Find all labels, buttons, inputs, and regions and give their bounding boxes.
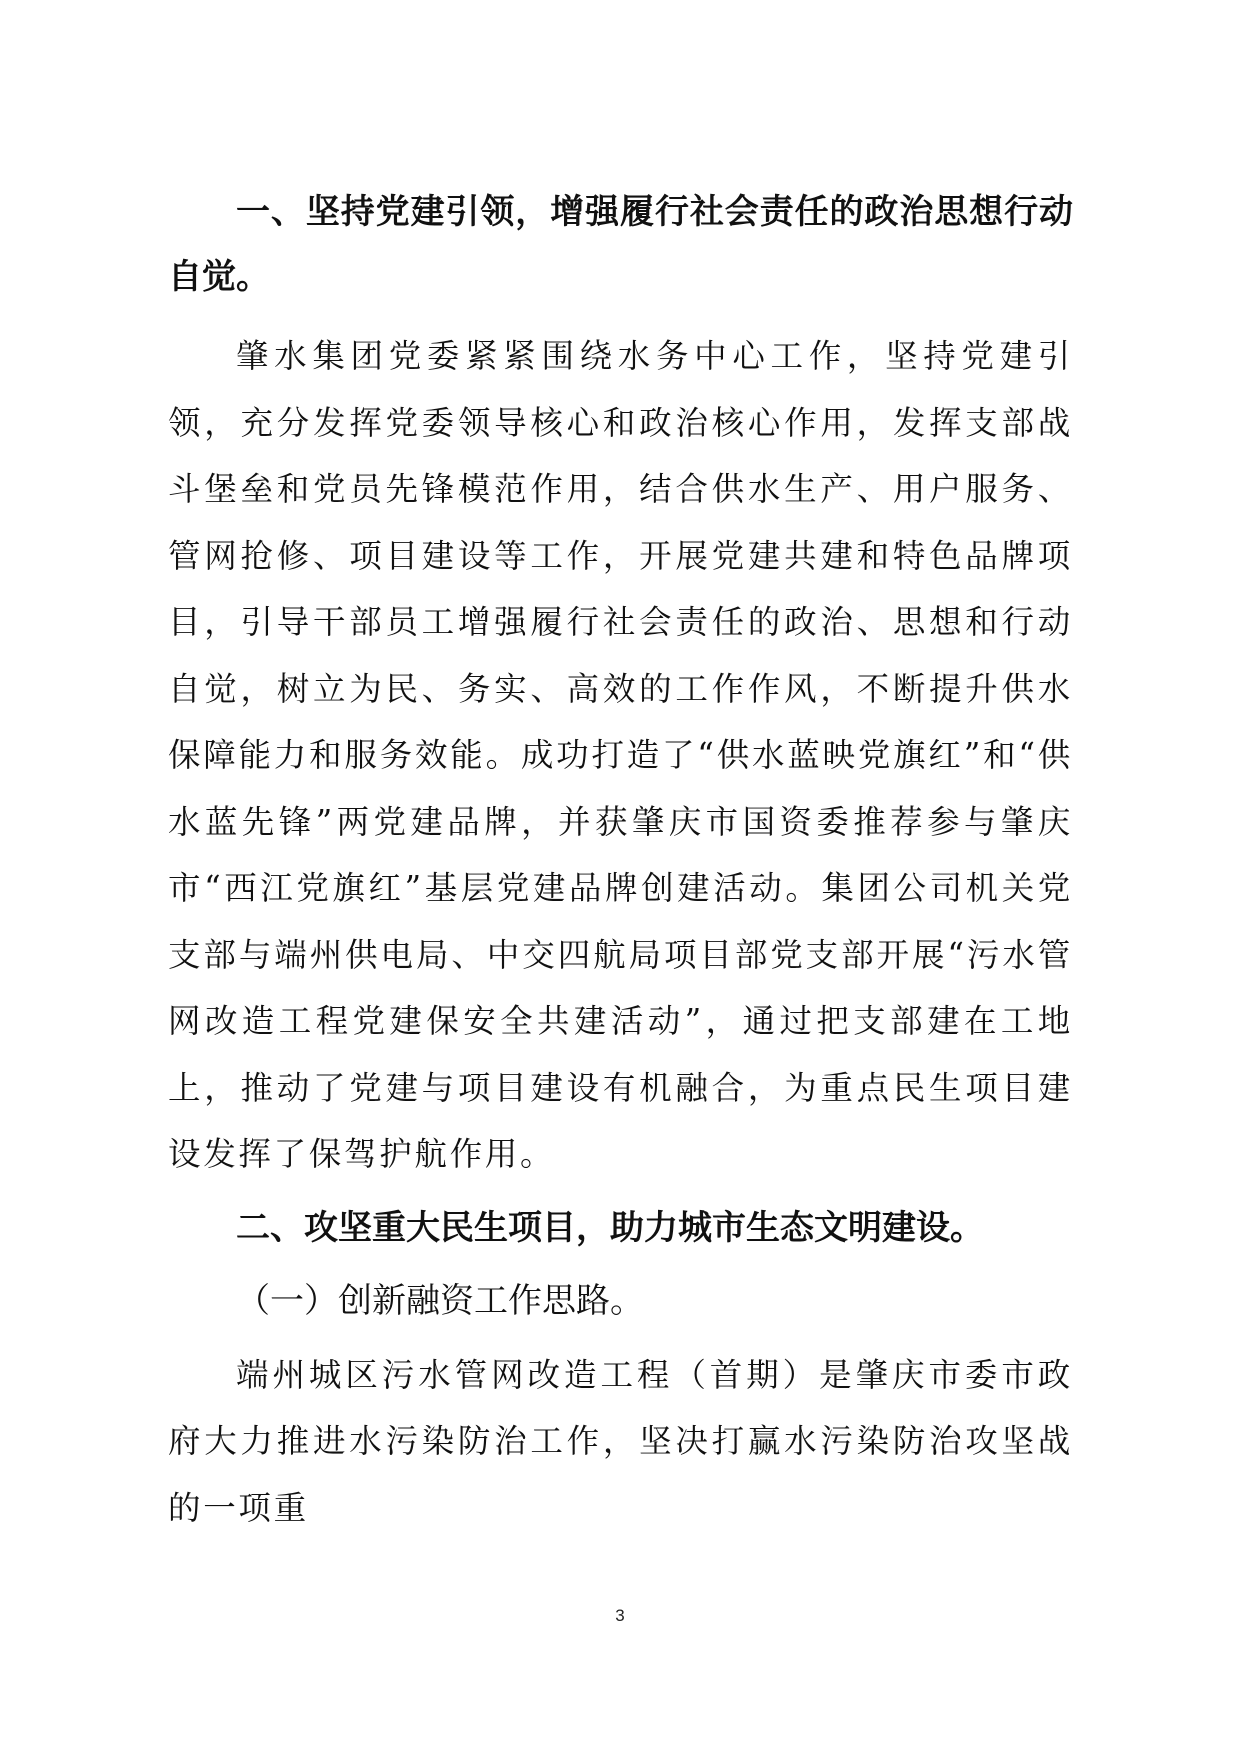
section-heading-1: 一、坚持党建引领，增强履行社会责任的政治思想行动自觉。: [168, 192, 1073, 297]
subsection-paragraph-1: 端州城区污水管网改造工程（首期）是肇庆市委市政府大力推进水污染防治工作，坚决打赢水污染防治攻坚战的一项重: [168, 1355, 1073, 1527]
section-heading-2: 二、攻坚重大民生项目，助力城市生态文明建设。: [236, 1207, 984, 1248]
subsection-heading-1: （一）创新融资工作思路。: [236, 1280, 644, 1321]
page-number: 3: [615, 1606, 625, 1625]
section-paragraph-1: 肇水集团党委紧紧围绕水务中心工作，坚持党建引领，充分发挥党委领导核心和政治核心作用，发挥支部战斗堡垒和党员先锋模范作用，结合供水生产、用户服务、管网抢修、项目建设等工作，开展党建共建和特色品牌项目，引导干部员工增强履行社会责任的政治、思想和行动自觉，树立为民、务实、高效的工作作风，不断提升供水保障能力和服务效能。成功打造了“供水蓝映党旗红”和“供水蓝先锋”两党建品牌，并获肇庆市国资委推荐参与肇庆市“西江党旗红”基层党建品牌创建活动。集团公司机关党支部与端州供电局、中交四航局项目部党支部开展“污水管网改造工程党建保安全共建活动”，通过把支部建在工地上，推动了党建与项目建设有机融合，为重点民生项目建设发挥了保驾护航作用。: [168, 337, 1073, 1173]
document-page: [168, 180, 1073, 1541]
